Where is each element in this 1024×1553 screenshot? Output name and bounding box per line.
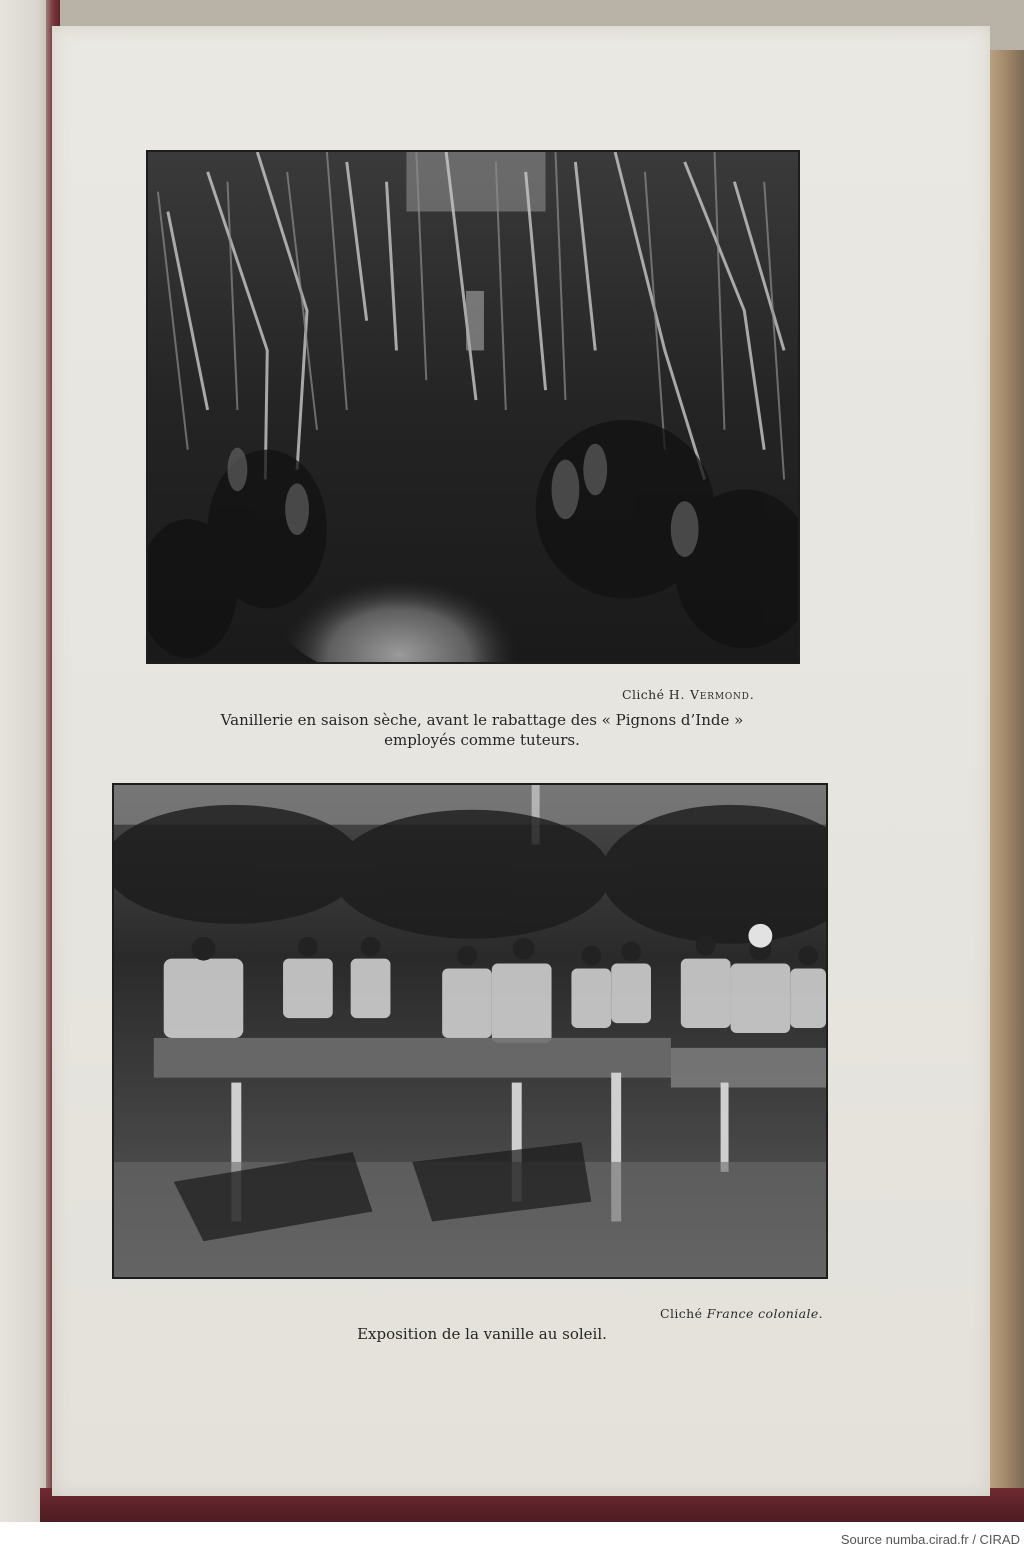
book-page (52, 26, 990, 1496)
credit-author: H. Vermond. (668, 687, 755, 702)
caption-line: Vanillerie en saison sèche, avant le rabattage des « Pignons d’Inde » (220, 711, 744, 729)
credit-prefix: Cliché (622, 687, 665, 702)
credit-author: France coloniale. (706, 1306, 824, 1321)
caption-top (132, 710, 832, 750)
source-attribution: Source numba.cirad.fr / CIRAD (840, 1532, 1020, 1547)
caption-bottom (132, 1324, 832, 1344)
photo-vanilla-plantation (146, 150, 800, 664)
page-stack-edge (984, 50, 1024, 1510)
caption-line: employés comme tuteurs. (384, 731, 580, 749)
facing-page-edge (0, 0, 46, 1522)
photo-vanilla-drying (112, 783, 828, 1279)
credit-prefix: Cliché (660, 1306, 703, 1321)
caption-line: Exposition de la vanille au soleil. (357, 1325, 607, 1343)
photo-credit-top (622, 687, 754, 702)
photo-credit-bottom (660, 1306, 823, 1321)
